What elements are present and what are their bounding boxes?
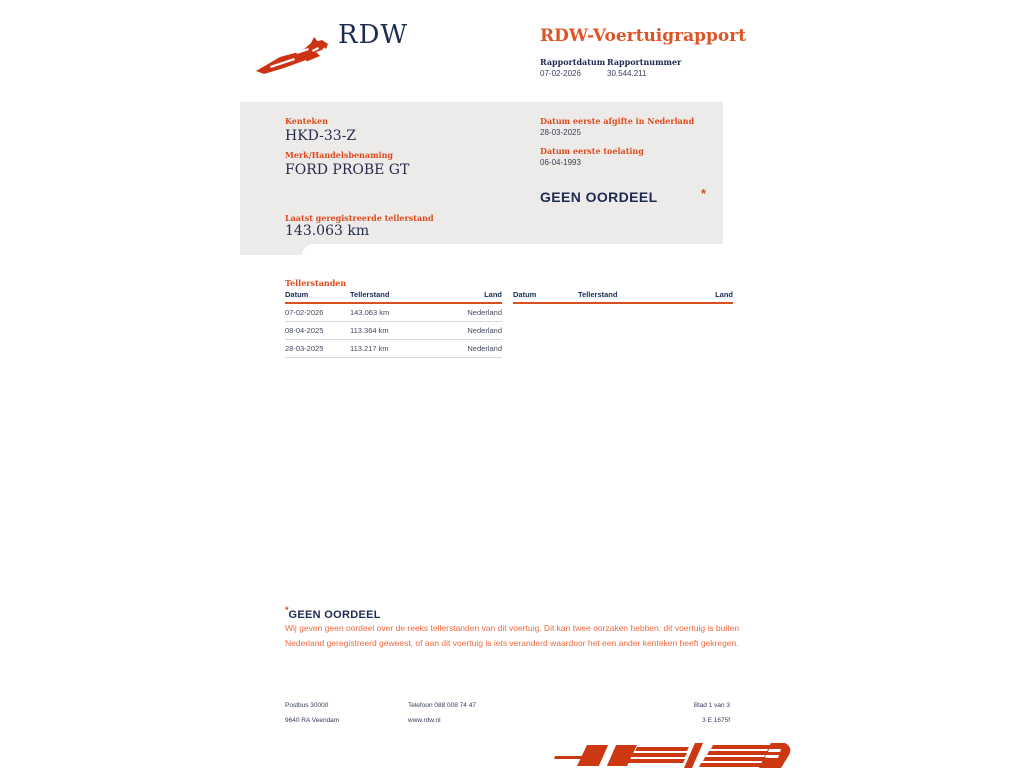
col-land: Land xyxy=(484,290,502,299)
eerste-afgifte-value: 28-03-2025 xyxy=(540,128,581,137)
rdw-logo xyxy=(256,20,409,74)
cell-datum: 07-02-2026 xyxy=(285,308,324,317)
kenteken-label: Kenteken xyxy=(285,116,328,126)
cell-tellerstand: 113.364 km xyxy=(350,326,389,335)
footer-address xyxy=(285,702,339,724)
cell-tellerstand: 143.063 km xyxy=(350,308,390,317)
cell-datum: 28-03-2025 xyxy=(285,344,324,353)
decorative-stripes-graphic xyxy=(545,741,791,768)
table-header-row xyxy=(513,290,733,304)
footer-page-info xyxy=(580,702,730,724)
vehicle-summary-panel xyxy=(240,102,723,255)
footer-form-code: 3 E 1675f xyxy=(702,717,730,724)
cell-land: Nederland xyxy=(467,344,502,353)
cell-datum: 08-04-2025 xyxy=(285,326,324,335)
footer-phone: Telefoon 088 008 74 47 xyxy=(408,702,476,709)
tellerstanden-table-left xyxy=(285,290,502,358)
footer-contact xyxy=(408,702,476,724)
footnote-title: GEEN OORDEEL xyxy=(288,609,381,621)
cell-land: Nederland xyxy=(467,326,502,335)
cell-tellerstand: 113.217 km xyxy=(350,344,389,353)
footer-page-number: Blad 1 van 3 xyxy=(693,702,730,709)
table-header-row xyxy=(285,290,502,304)
col-land: Land xyxy=(715,290,733,299)
footnote-asterisk: * xyxy=(285,605,289,615)
col-datum: Datum xyxy=(285,290,309,299)
tellerstand-label: Laatst geregistreerde tellerstand xyxy=(285,213,434,223)
table-row xyxy=(285,322,502,340)
footer-website[interactable]: www.rdw.nl xyxy=(408,717,441,724)
col-datum: Datum xyxy=(513,290,537,299)
tellerstand-value: 143.063 km xyxy=(285,223,370,239)
merk-value: FORD PROBE GT xyxy=(285,162,410,178)
tellerstanden-heading: Tellerstanden xyxy=(285,278,347,288)
footer-city: 9640 RA Veendam xyxy=(285,717,340,724)
table-row xyxy=(285,340,502,358)
rdw-bird-icon xyxy=(256,30,332,76)
eerste-toelating-value: 06-04-1993 xyxy=(540,158,581,167)
rapportdatum-value: 07-02-2026 xyxy=(540,69,581,78)
rapportdatum-label: Rapportdatum xyxy=(540,57,606,67)
footnote-body: Wij geven geen oordeel over de reeks tellerstanden van dit voertuig. Dit kan twee oorzaken hebben: dit voertuig is buiten Nederland geregistreerd geweest, of aan dit voertuig is iets veranderd waardoor het een ander kenteken heeft gekregen. xyxy=(285,623,740,648)
report-title: RDW-Voertuigrapport xyxy=(540,26,747,46)
rapportnummer-value: 30.544.211 xyxy=(607,69,647,78)
cell-land: Nederland xyxy=(467,308,502,317)
oordeel-verdict: GEEN OORDEEL xyxy=(540,189,658,205)
rdw-logo-text: RDW xyxy=(338,20,409,50)
panel-notch xyxy=(302,244,724,256)
col-tellerstand: Tellerstand xyxy=(578,290,618,299)
eerste-toelating-label: Datum eerste toelating xyxy=(540,146,644,156)
kenteken-value: HKD-33-Z xyxy=(285,128,357,144)
table-row xyxy=(285,304,502,322)
oordeel-asterisk: * xyxy=(701,186,707,201)
rapportnummer-label: Rapportnummer xyxy=(607,57,682,67)
tellerstanden-table-right xyxy=(513,290,733,304)
col-tellerstand: Tellerstand xyxy=(350,290,390,299)
eerste-afgifte-label: Datum eerste afgifte in Nederland xyxy=(540,116,695,126)
merk-label: Merk/Handelsbenaming xyxy=(285,150,394,160)
footer-postbus: Postbus 30000 xyxy=(285,702,329,709)
